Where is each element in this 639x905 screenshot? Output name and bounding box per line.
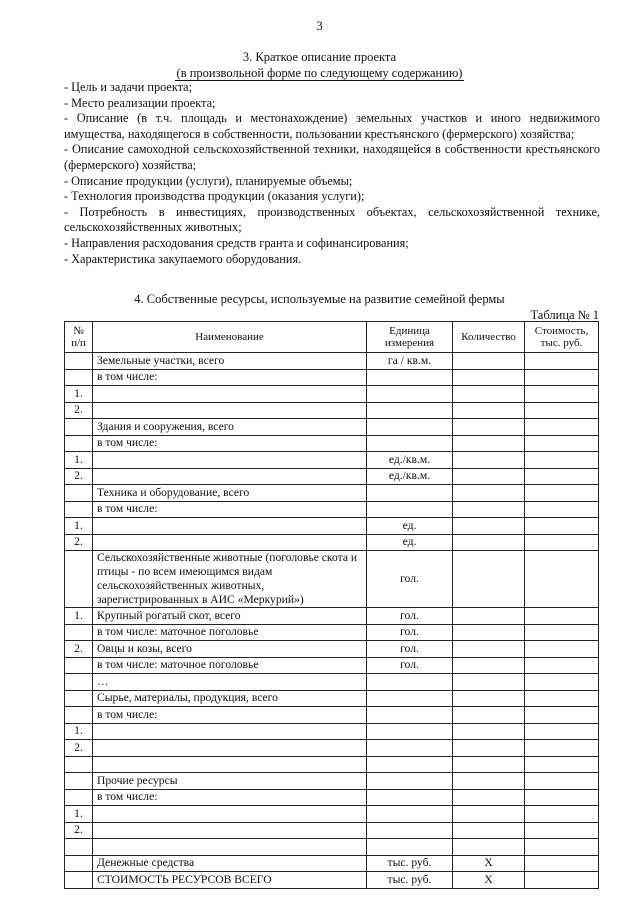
- cell-unit: гол.: [367, 608, 453, 625]
- cell-qty: [453, 386, 525, 403]
- cell-name: [93, 518, 367, 535]
- cell-cost: [525, 872, 599, 889]
- cell-qty: [453, 740, 525, 757]
- cell-num: [65, 624, 93, 641]
- cell-unit: [367, 402, 453, 419]
- list-item: - Технология производства продукции (оказания услуги);: [64, 189, 365, 204]
- cell-unit: [367, 756, 453, 773]
- cell-qty: [453, 485, 525, 502]
- cell-num: 1.: [65, 608, 93, 625]
- cell-unit: [367, 386, 453, 403]
- cell-cost: [525, 353, 599, 370]
- section-3-list: [64, 80, 600, 267]
- section-3-title: 3. Краткое описание проекта: [242, 50, 397, 64]
- list-item: - Описание самоходной сельскохозяйственной техники, находящейся в собственности крестьянского (фермерского) хозяйства;: [64, 142, 600, 172]
- cell-cost: [525, 773, 599, 790]
- cell-unit: [367, 806, 453, 823]
- table-row: [65, 723, 599, 740]
- cell-qty: Х: [453, 855, 525, 872]
- cell-name: [93, 740, 367, 757]
- table-row: [65, 789, 599, 806]
- cell-name: в том числе:: [93, 707, 367, 724]
- header-name: Наименование: [93, 322, 367, 353]
- cell-qty: [453, 534, 525, 551]
- cell-unit: ед./кв.м.: [367, 452, 453, 469]
- cell-qty: [453, 518, 525, 535]
- cell-num: 2.: [65, 641, 93, 658]
- table-row: [65, 608, 599, 625]
- cell-cost: [525, 674, 599, 691]
- cell-qty: [453, 707, 525, 724]
- cell-name: [93, 723, 367, 740]
- cell-qty: [453, 501, 525, 518]
- cell-num: [65, 773, 93, 790]
- cell-name: Здания и сооружения, всего: [93, 419, 367, 436]
- cell-name: Крупный рогатый скот, всего: [93, 608, 367, 625]
- table-row: [65, 435, 599, 452]
- cell-qty: [453, 756, 525, 773]
- cell-unit: [367, 674, 453, 691]
- cell-qty: [453, 624, 525, 641]
- cell-qty: [453, 690, 525, 707]
- cell-cost: [525, 369, 599, 386]
- header-num: № п/п: [65, 322, 93, 353]
- table-row: [65, 855, 599, 872]
- cell-qty: [453, 551, 525, 608]
- cell-name: в том числе:: [93, 369, 367, 386]
- list-item: - Потребность в инвестициях, производственных объектах, сельскохозяйственной технике, сельскохозяйственных животных;: [64, 204, 600, 235]
- cell-unit: [367, 822, 453, 839]
- list-item: - Описание продукции (услуги), планируемые объемы;: [64, 173, 353, 188]
- cell-qty: [453, 402, 525, 419]
- cell-num: 2.: [65, 822, 93, 839]
- table-row: [65, 657, 599, 674]
- table-row: [65, 822, 599, 839]
- cell-num: [65, 501, 93, 518]
- table-row: [65, 690, 599, 707]
- table-row: [65, 485, 599, 502]
- cell-cost: [525, 740, 599, 757]
- section-3-subtitle: [0, 66, 639, 81]
- table-row: [65, 419, 599, 436]
- cell-name: Техника и оборудование, всего: [93, 485, 367, 502]
- cell-unit: тыс. руб.: [367, 872, 453, 889]
- cell-cost: [525, 789, 599, 806]
- list-item: - Направления расходования средств гранта и софинансирования;: [64, 235, 409, 250]
- table-row: [65, 839, 599, 856]
- list-item: - Место реализации проекта;: [64, 95, 216, 110]
- table-row: [65, 756, 599, 773]
- cell-cost: [525, 485, 599, 502]
- cell-num: [65, 855, 93, 872]
- cell-unit: [367, 707, 453, 724]
- cell-cost: [525, 419, 599, 436]
- table-caption: Таблица № 1: [530, 308, 599, 322]
- cell-name: [93, 468, 367, 485]
- cell-num: [65, 839, 93, 856]
- cell-cost: [525, 641, 599, 658]
- cell-name: в том числе:: [93, 789, 367, 806]
- cell-qty: [453, 468, 525, 485]
- cell-name: в том числе: маточное поголовье: [93, 624, 367, 641]
- cell-unit: [367, 501, 453, 518]
- cell-num: [65, 756, 93, 773]
- table-body: [65, 353, 599, 889]
- cell-num: [65, 551, 93, 608]
- table-row: [65, 452, 599, 469]
- cell-qty: [453, 839, 525, 856]
- cell-num: [65, 657, 93, 674]
- cell-qty: [453, 608, 525, 625]
- cell-unit: [367, 839, 453, 856]
- cell-num: 1.: [65, 452, 93, 469]
- table-header-row: [65, 322, 599, 353]
- cell-cost: [525, 723, 599, 740]
- cell-unit: [367, 435, 453, 452]
- cell-unit: [367, 740, 453, 757]
- cell-unit: ед.: [367, 534, 453, 551]
- table-row: [65, 534, 599, 551]
- list-item: - Описание (в т.ч. площадь и местонахождение) земельных участков и иного недвижимого имущества, находящегося в собственности, пользовании крестьянского (фермерского) хозяйства;: [64, 111, 600, 141]
- cell-name: [93, 452, 367, 469]
- cell-num: 1.: [65, 386, 93, 403]
- table-row: [65, 806, 599, 823]
- table-row: [65, 740, 599, 757]
- cell-unit: [367, 369, 453, 386]
- cell-cost: [525, 657, 599, 674]
- cell-name: в том числе: маточное поголовье: [93, 657, 367, 674]
- cell-cost: [525, 806, 599, 823]
- cell-name: [93, 756, 367, 773]
- cell-name: Прочие ресурсы: [93, 773, 367, 790]
- cell-cost: [525, 402, 599, 419]
- cell-num: [65, 419, 93, 436]
- table-row: [65, 872, 599, 889]
- cell-name: Сельскохозяйственные животные (поголовье скота и птицы - по всем имеющимся видам сельскохозяйственных животных, зарегистрированных в АИС «Меркурий»): [93, 551, 367, 608]
- cell-qty: Х: [453, 872, 525, 889]
- cell-unit: [367, 419, 453, 436]
- cell-unit: [367, 690, 453, 707]
- cell-cost: [525, 690, 599, 707]
- cell-qty: [453, 369, 525, 386]
- cell-unit: [367, 485, 453, 502]
- header-unit: Единица измерения: [367, 322, 453, 353]
- cell-name: [93, 839, 367, 856]
- table-row: [65, 674, 599, 691]
- cell-num: [65, 872, 93, 889]
- header-qty: Количество: [453, 322, 525, 353]
- table-row: [65, 624, 599, 641]
- cell-num: 2.: [65, 534, 93, 551]
- cell-name: [93, 822, 367, 839]
- cell-num: 2.: [65, 402, 93, 419]
- cell-qty: [453, 723, 525, 740]
- section-3-subtitle-text: (в произвольной форме по следующему содержанию): [176, 66, 463, 80]
- cell-num: [65, 435, 93, 452]
- cell-cost: [525, 468, 599, 485]
- table-row: [65, 707, 599, 724]
- cell-name: в том числе:: [93, 501, 367, 518]
- cell-qty: [453, 789, 525, 806]
- cell-name: Денежные средства: [93, 855, 367, 872]
- cell-name: Земельные участки, всего: [93, 353, 367, 370]
- cell-name: …: [93, 674, 367, 691]
- table-row: [65, 641, 599, 658]
- cell-name: Овцы и козы, всего: [93, 641, 367, 658]
- header-cost: Стоимость, тыс. руб.: [525, 322, 599, 353]
- cell-qty: [453, 822, 525, 839]
- cell-cost: [525, 839, 599, 856]
- cell-cost: [525, 452, 599, 469]
- cell-cost: [525, 822, 599, 839]
- cell-name: [93, 534, 367, 551]
- cell-unit: гол.: [367, 641, 453, 658]
- cell-name: Сырье, материалы, продукция, всего: [93, 690, 367, 707]
- cell-num: 1.: [65, 806, 93, 823]
- cell-unit: га / кв.м.: [367, 353, 453, 370]
- cell-cost: [525, 518, 599, 535]
- cell-num: 2.: [65, 740, 93, 757]
- cell-unit: гол.: [367, 551, 453, 608]
- cell-cost: [525, 707, 599, 724]
- list-item: - Цель и задачи проекта;: [64, 80, 193, 94]
- table-row: [65, 386, 599, 403]
- cell-unit: ед.: [367, 518, 453, 535]
- cell-unit: [367, 789, 453, 806]
- cell-num: [65, 707, 93, 724]
- cell-qty: [453, 419, 525, 436]
- cell-unit: ед./кв.м.: [367, 468, 453, 485]
- cell-cost: [525, 386, 599, 403]
- cell-name: СТОИМОСТЬ РЕСУРСОВ ВСЕГО: [93, 872, 367, 889]
- cell-qty: [453, 657, 525, 674]
- cell-unit: тыс. руб.: [367, 855, 453, 872]
- table-row: [65, 353, 599, 370]
- resources-table: [64, 321, 599, 889]
- cell-qty: [453, 435, 525, 452]
- table-row: [65, 468, 599, 485]
- cell-qty: [453, 353, 525, 370]
- cell-unit: гол.: [367, 624, 453, 641]
- cell-cost: [525, 501, 599, 518]
- cell-cost: [525, 534, 599, 551]
- list-item: - Характеристика закупаемого оборудования.: [64, 251, 302, 266]
- cell-qty: [453, 806, 525, 823]
- cell-num: [65, 485, 93, 502]
- table-row: [65, 369, 599, 386]
- cell-num: [65, 690, 93, 707]
- cell-qty: [453, 773, 525, 790]
- cell-num: 1.: [65, 518, 93, 535]
- table-row: [65, 402, 599, 419]
- cell-cost: [525, 435, 599, 452]
- cell-name: в том числе:: [93, 435, 367, 452]
- cell-num: 1.: [65, 723, 93, 740]
- cell-num: 2.: [65, 468, 93, 485]
- table-row: [65, 551, 599, 608]
- cell-unit: [367, 723, 453, 740]
- cell-cost: [525, 624, 599, 641]
- page-number: 3: [316, 18, 323, 33]
- table-row: [65, 518, 599, 535]
- cell-name: [93, 386, 367, 403]
- cell-num: [65, 369, 93, 386]
- table-row: [65, 501, 599, 518]
- cell-num: [65, 674, 93, 691]
- cell-num: [65, 353, 93, 370]
- cell-unit: [367, 773, 453, 790]
- section-4-title: 4. Собственные ресурсы, используемые на развитие семейной фермы: [134, 292, 505, 306]
- cell-cost: [525, 756, 599, 773]
- cell-cost: [525, 855, 599, 872]
- cell-qty: [453, 452, 525, 469]
- cell-qty: [453, 641, 525, 658]
- cell-name: [93, 806, 367, 823]
- cell-qty: [453, 674, 525, 691]
- cell-cost: [525, 551, 599, 608]
- table-row: [65, 773, 599, 790]
- cell-name: [93, 402, 367, 419]
- cell-num: [65, 789, 93, 806]
- cell-unit: гол.: [367, 657, 453, 674]
- cell-cost: [525, 608, 599, 625]
